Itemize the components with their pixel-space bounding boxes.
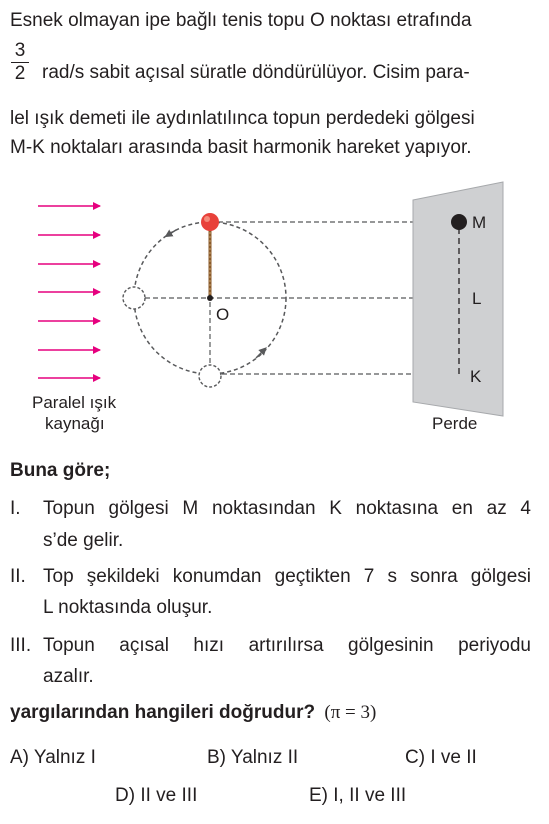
ghost-ball-bottom <box>199 365 221 387</box>
problem-line-1: Esnek olmayan ipe bağlı tenis topu O noktası etrafında <box>10 10 472 31</box>
fraction-denominator: 2 <box>14 63 26 84</box>
item-2-line-2: L noktasında oluşur. <box>43 597 213 618</box>
item-2-number: II. <box>10 566 26 587</box>
item-2-line-1: Top şekildeki konumdan geçtikten 7 s sonra gölgesi <box>43 566 531 587</box>
tennis-ball-highlight <box>204 216 210 222</box>
option-c[interactable]: C) I ve II <box>405 747 477 768</box>
option-d[interactable]: D) II ve III <box>115 785 198 806</box>
item-1-line-2: s’de gelir. <box>43 530 124 551</box>
ghost-ball-left <box>123 287 145 309</box>
item-1-number: I. <box>10 498 21 519</box>
fraction-numerator: 3 <box>14 40 26 61</box>
option-a[interactable]: A) Yalnız I <box>10 747 96 768</box>
light-rays <box>38 206 100 378</box>
point-m-label: M <box>472 213 487 232</box>
light-source-label-1: Paralel ışık <box>32 393 117 412</box>
item-3-line-1: Topun açısal hızı artırılırsa gölgesinin periyodu <box>43 635 531 656</box>
point-l-label: L <box>472 289 482 308</box>
rotation-arrow-bottom <box>256 350 264 358</box>
problem-line-3: lel ışık demeti ile aydınlatılınca topun perdedeki gölgesi <box>10 108 475 129</box>
problem-line-4: M-K noktaları arasında basit harmonik hareket yapıyor. <box>10 137 472 158</box>
point-k-label: K <box>470 367 482 386</box>
projection-lines <box>145 222 455 374</box>
question-prompt-row <box>10 702 376 724</box>
pi-note: (π = 3) <box>324 702 377 723</box>
question-prompt: yargılarından hangileri doğrudur? <box>10 702 316 723</box>
center-point <box>207 295 213 301</box>
item-3-number: III. <box>10 635 32 656</box>
option-b[interactable]: B) Yalnız II <box>207 747 299 768</box>
light-source-label-2: kaynağı <box>45 414 105 433</box>
question-intro: Buna göre; <box>10 460 111 481</box>
rotation-arrow-top <box>168 230 176 235</box>
tennis-ball <box>201 213 219 231</box>
problem-line-2: rad/s sabit açısal süratle döndürülüyor. Cisim para- <box>42 62 470 83</box>
item-3-line-2: azalır. <box>43 666 94 687</box>
angular-speed-fraction <box>10 40 30 85</box>
item-1-line-1: Topun gölgesi M noktasından K noktasına en az 4 <box>43 498 531 519</box>
option-e[interactable]: E) I, II ve III <box>309 785 407 806</box>
shadow-point-m <box>451 214 467 230</box>
center-label: O <box>216 305 230 324</box>
screen-label: Perde <box>432 414 478 433</box>
